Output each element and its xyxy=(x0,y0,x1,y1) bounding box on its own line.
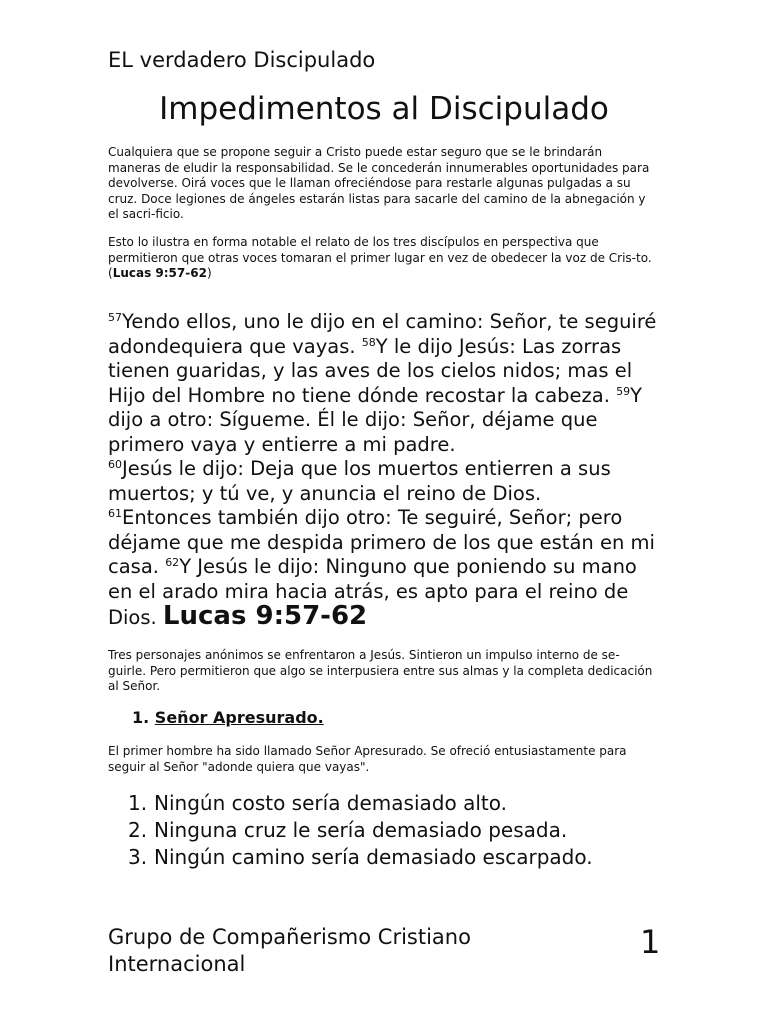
verse-text: Yendo ellos, uno le dijo en el camino: Señor, te seguiré adondequiera que vayas. xyxy=(108,310,657,358)
scripture-reference: Lucas 9:57-62 xyxy=(162,601,368,631)
verse-text: Y Jesús le dijo: Ninguno que poniendo su mano en el arado mira hacia atrás, es apto para el reino de Dios. xyxy=(108,555,637,629)
fourth-paragraph: El primer hombre ha sido llamado Señor Apresurado. Se ofreció entusiastamente para seguir al Señor "adonde quiera que vayas". xyxy=(108,744,627,774)
page-number: 1 xyxy=(640,923,661,961)
running-header: EL verdadero Discipulado xyxy=(108,48,376,72)
list-item-number: 1. xyxy=(128,791,148,815)
verse-number: 59 xyxy=(616,384,631,398)
list-item-text: Ningún camino sería demasiado escarpado. xyxy=(154,845,593,869)
section-heading xyxy=(132,707,324,729)
list-item-number: 2. xyxy=(128,818,148,842)
list-item xyxy=(128,844,688,871)
third-paragraph: Tres personajes anónimos se enfrentaron a Jesús. Sintieron un impulso interno de se-guirle. Pero permitieron que algo se interpusiera entre sus almas y la completa dedicación al Señor. xyxy=(108,648,653,693)
verse-number: 61 xyxy=(108,507,122,520)
scripture-passage xyxy=(108,310,658,631)
list-item-number: 3. xyxy=(128,845,148,869)
section-number: 1. xyxy=(132,708,150,727)
list-item-text: Ningún costo sería demasiado alto. xyxy=(154,791,507,815)
footer-organization-text: Grupo de Compañerismo Cristiano Internacional xyxy=(108,925,471,976)
verse-number: 60 xyxy=(108,458,122,471)
numbered-list xyxy=(128,790,688,871)
footer-organization xyxy=(108,924,528,978)
second-paragraph-reference: Lucas 9:57-62 xyxy=(112,266,207,280)
second-paragraph xyxy=(108,235,656,282)
second-paragraph-close: ) xyxy=(206,266,212,280)
verse-text: Y dijo a otro: Sígueme. Él le dijo: Señor, déjame que primero vaya y entierre a mi padre. xyxy=(108,383,643,456)
second-paragraph-text: Esto lo ilustra en forma notable el relato de los tres discípulos en perspectiva que permitieron que otras voces tomaran el primer lugar en vez de obedecer la voz de Cris-to. ( xyxy=(108,235,652,280)
section-title: Señor Apresurado. xyxy=(154,708,324,727)
verse-number: 57 xyxy=(108,311,122,324)
page-title: Impedimentos al Discipulado xyxy=(159,91,609,127)
list-item xyxy=(128,817,688,844)
verse-number: 58 xyxy=(361,335,376,349)
verse-text: Jesús le dijo: Deja que los muertos entierren a sus muertos; y tú ve, y anuncia el reino de Dios. xyxy=(108,457,611,505)
list-item xyxy=(128,790,688,817)
verse-number: 62 xyxy=(165,556,180,569)
list-item-text: Ninguna cruz le sería demasiado pesada. xyxy=(154,818,568,842)
intro-paragraph: Cualquiera que se propone seguir a Cristo puede estar seguro que se le brindarán maneras de eludir la responsabilidad. Se le concederán innumerables oportunidades para devolverse. Oirá voces que le llaman ofreciéndose para restarle algunas pulgadas a su cruz. Doce legiones de ángeles estarán listas para sacarle del camino de la abnegación y el sacri-ficio. xyxy=(108,145,650,221)
verse-text: Y le dijo Jesús: Las zorras tienen guaridas, y las aves de los cielos nidos; mas el Hijo del Hombre no tiene dónde recostar la cabeza. xyxy=(108,334,633,407)
verse-text: Entonces también dijo otro: Te seguiré, Señor; pero déjame que me despida primero de los que están en mi casa. xyxy=(108,506,655,578)
